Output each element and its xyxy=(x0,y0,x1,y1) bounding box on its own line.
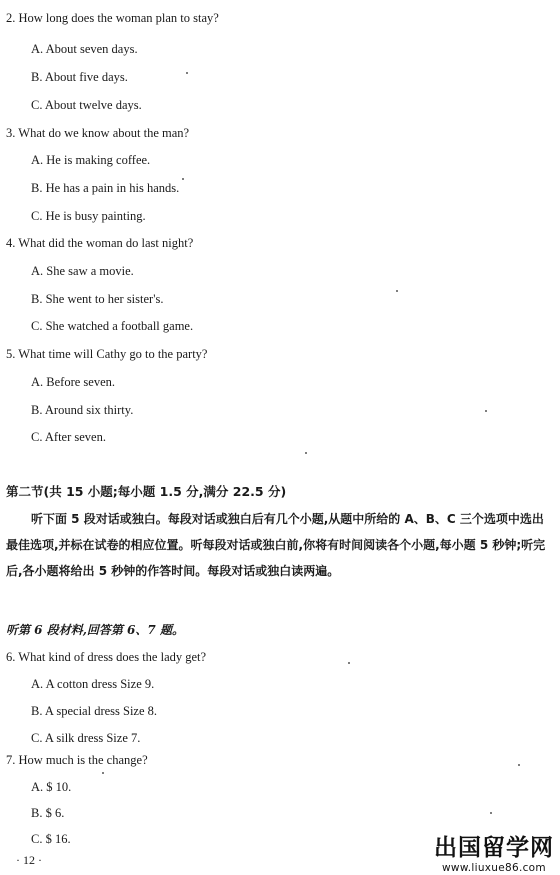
question-3-stem: 3. What do we know about the man? xyxy=(6,126,190,140)
question-5-stem: 5. What time will Cathy go to the party? xyxy=(6,347,208,361)
scan-speck xyxy=(305,452,307,454)
scan-speck xyxy=(186,72,188,74)
material-header: 听第 6 段材料,回答第 6、7 题。 xyxy=(6,623,184,637)
question-3-option-a: A. He is making coffee. xyxy=(31,153,151,167)
scan-speck xyxy=(485,410,487,412)
watermark-url: www.liuxue86.com xyxy=(442,861,546,874)
question-4-option-a: A. She saw a movie. xyxy=(31,264,134,278)
watermark-logo xyxy=(434,834,554,874)
question-7-option-c: C. $ 16. xyxy=(31,832,71,846)
scan-speck xyxy=(518,764,520,766)
question-7-option-a: A. $ 10. xyxy=(31,780,72,794)
question-2-option-c: C. About twelve days. xyxy=(31,98,142,112)
scan-speck xyxy=(102,772,104,774)
question-5-option-b: B. Around six thirty. xyxy=(31,403,134,417)
question-4-stem: 4. What did the woman do last night? xyxy=(6,236,194,250)
question-4-option-b: B. She went to her sister's. xyxy=(31,292,164,306)
question-2-option-b: B. About five days. xyxy=(31,70,128,84)
question-3-option-c: C. He is busy painting. xyxy=(31,209,146,223)
question-6-option-b: B. A special dress Size 8. xyxy=(31,704,158,718)
question-3-option-b: B. He has a pain in his hands. xyxy=(31,181,180,195)
question-5-option-c: C. After seven. xyxy=(31,430,106,444)
question-6-option-c: C. A silk dress Size 7. xyxy=(31,731,141,745)
scan-speck xyxy=(182,178,184,180)
section-2-title: 第二节(共 15 小题;每小题 1.5 分,满分 22.5 分) xyxy=(6,484,287,499)
question-5-option-a: A. Before seven. xyxy=(31,375,115,389)
question-6-option-a: A. A cotton dress Size 9. xyxy=(31,677,155,691)
question-2-option-a: A. About seven days. xyxy=(31,42,138,56)
scan-speck xyxy=(490,812,492,814)
section-2-instructions: 听下面 5 段对话或独白。每段对话或独白后有几个小题,从题中所给的 A、B、C 三个选项中选出最佳选项,并标在试卷的相应位置。听每段对话或独白前,你将有时间阅读各个小题,每小题 5 秒钟;听完后,各小题将给出 5 秒钟的作答时间。每段对话或独白读两遍。 xyxy=(6,512,546,578)
scan-speck xyxy=(396,290,398,292)
question-4-option-c: C. She watched a football game. xyxy=(31,319,194,333)
watermark-text: 出国留学网 xyxy=(434,834,554,861)
scan-speck xyxy=(348,662,350,664)
question-7-stem: 7. How much is the change? xyxy=(6,753,148,767)
question-7-option-b: B. $ 6. xyxy=(31,806,65,820)
page-number: · 12 · xyxy=(16,853,42,867)
question-2-stem: 2. How long does the woman plan to stay? xyxy=(6,11,219,25)
question-6-stem: 6. What kind of dress does the lady get? xyxy=(6,650,207,664)
